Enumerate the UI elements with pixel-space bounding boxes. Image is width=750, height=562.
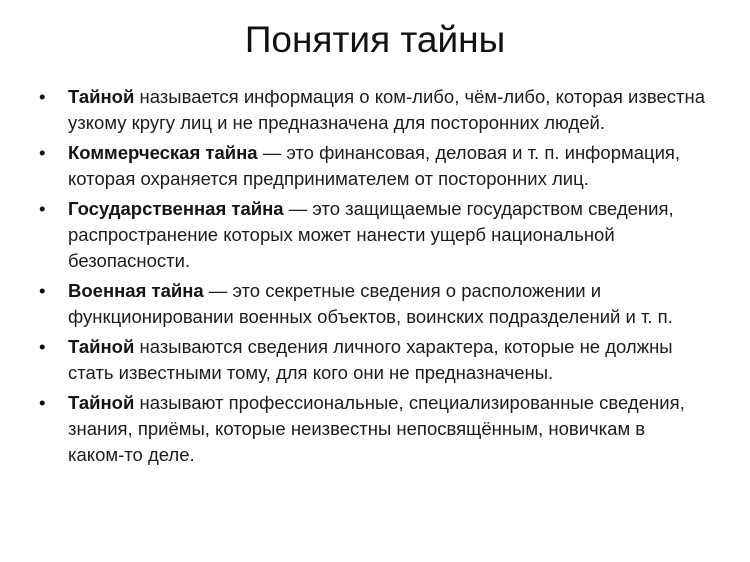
bullet-term: Коммерческая тайна — [68, 142, 258, 163]
bullet-term: Тайной — [68, 86, 135, 107]
bullet-term: Тайной — [68, 336, 135, 357]
bullet-text: называются сведения личного характера, которые не должны стать известными тому, для кого они не предназначены. — [68, 336, 673, 383]
slide-title: Понятия тайны — [244, 19, 506, 60]
bullet-text: — это финансовая, деловая и т. п. информация, которая охраняется предпринимателем от посторонних лиц. — [68, 142, 681, 189]
bullet-item-secret — [0, 84, 750, 136]
bullet-text: — это защищаемые государством сведения, распространение которых может нанести ущерб национальной безопасности. — [68, 198, 674, 271]
bullet-marker: • — [39, 198, 46, 219]
bullet-text: называется информация о ком-либо, чём-либо, которая известна узкому кругу лиц и не предназначена для посторонних людей. — [68, 86, 705, 133]
bullet-item-professional-secret — [0, 390, 750, 468]
bullet-text: — это секретные сведения о расположении и функционировании военных объектов, воинских подразделений и т. п. — [68, 280, 673, 327]
bullet-item-personal-secret — [0, 334, 750, 386]
bullet-term: Тайной — [68, 392, 135, 413]
bullet-item-military-secret — [0, 278, 750, 330]
bullet-item-state-secret — [0, 196, 750, 274]
bullet-marker: • — [39, 142, 46, 163]
bullet-term: Военная тайна — [68, 280, 204, 301]
bullet-text: называют профессиональные, специализированные сведения, знания, приёмы, которые неизвестны непосвящённым, новичкам в каком-то деле. — [68, 392, 685, 465]
bullet-list — [0, 84, 750, 472]
bullet-item-commercial-secret — [0, 140, 750, 192]
bullet-term: Государственная тайна — [68, 198, 284, 219]
bullet-marker: • — [39, 280, 46, 301]
bullet-marker: • — [39, 392, 46, 413]
bullet-marker: • — [39, 86, 46, 107]
bullet-marker: • — [39, 336, 46, 357]
